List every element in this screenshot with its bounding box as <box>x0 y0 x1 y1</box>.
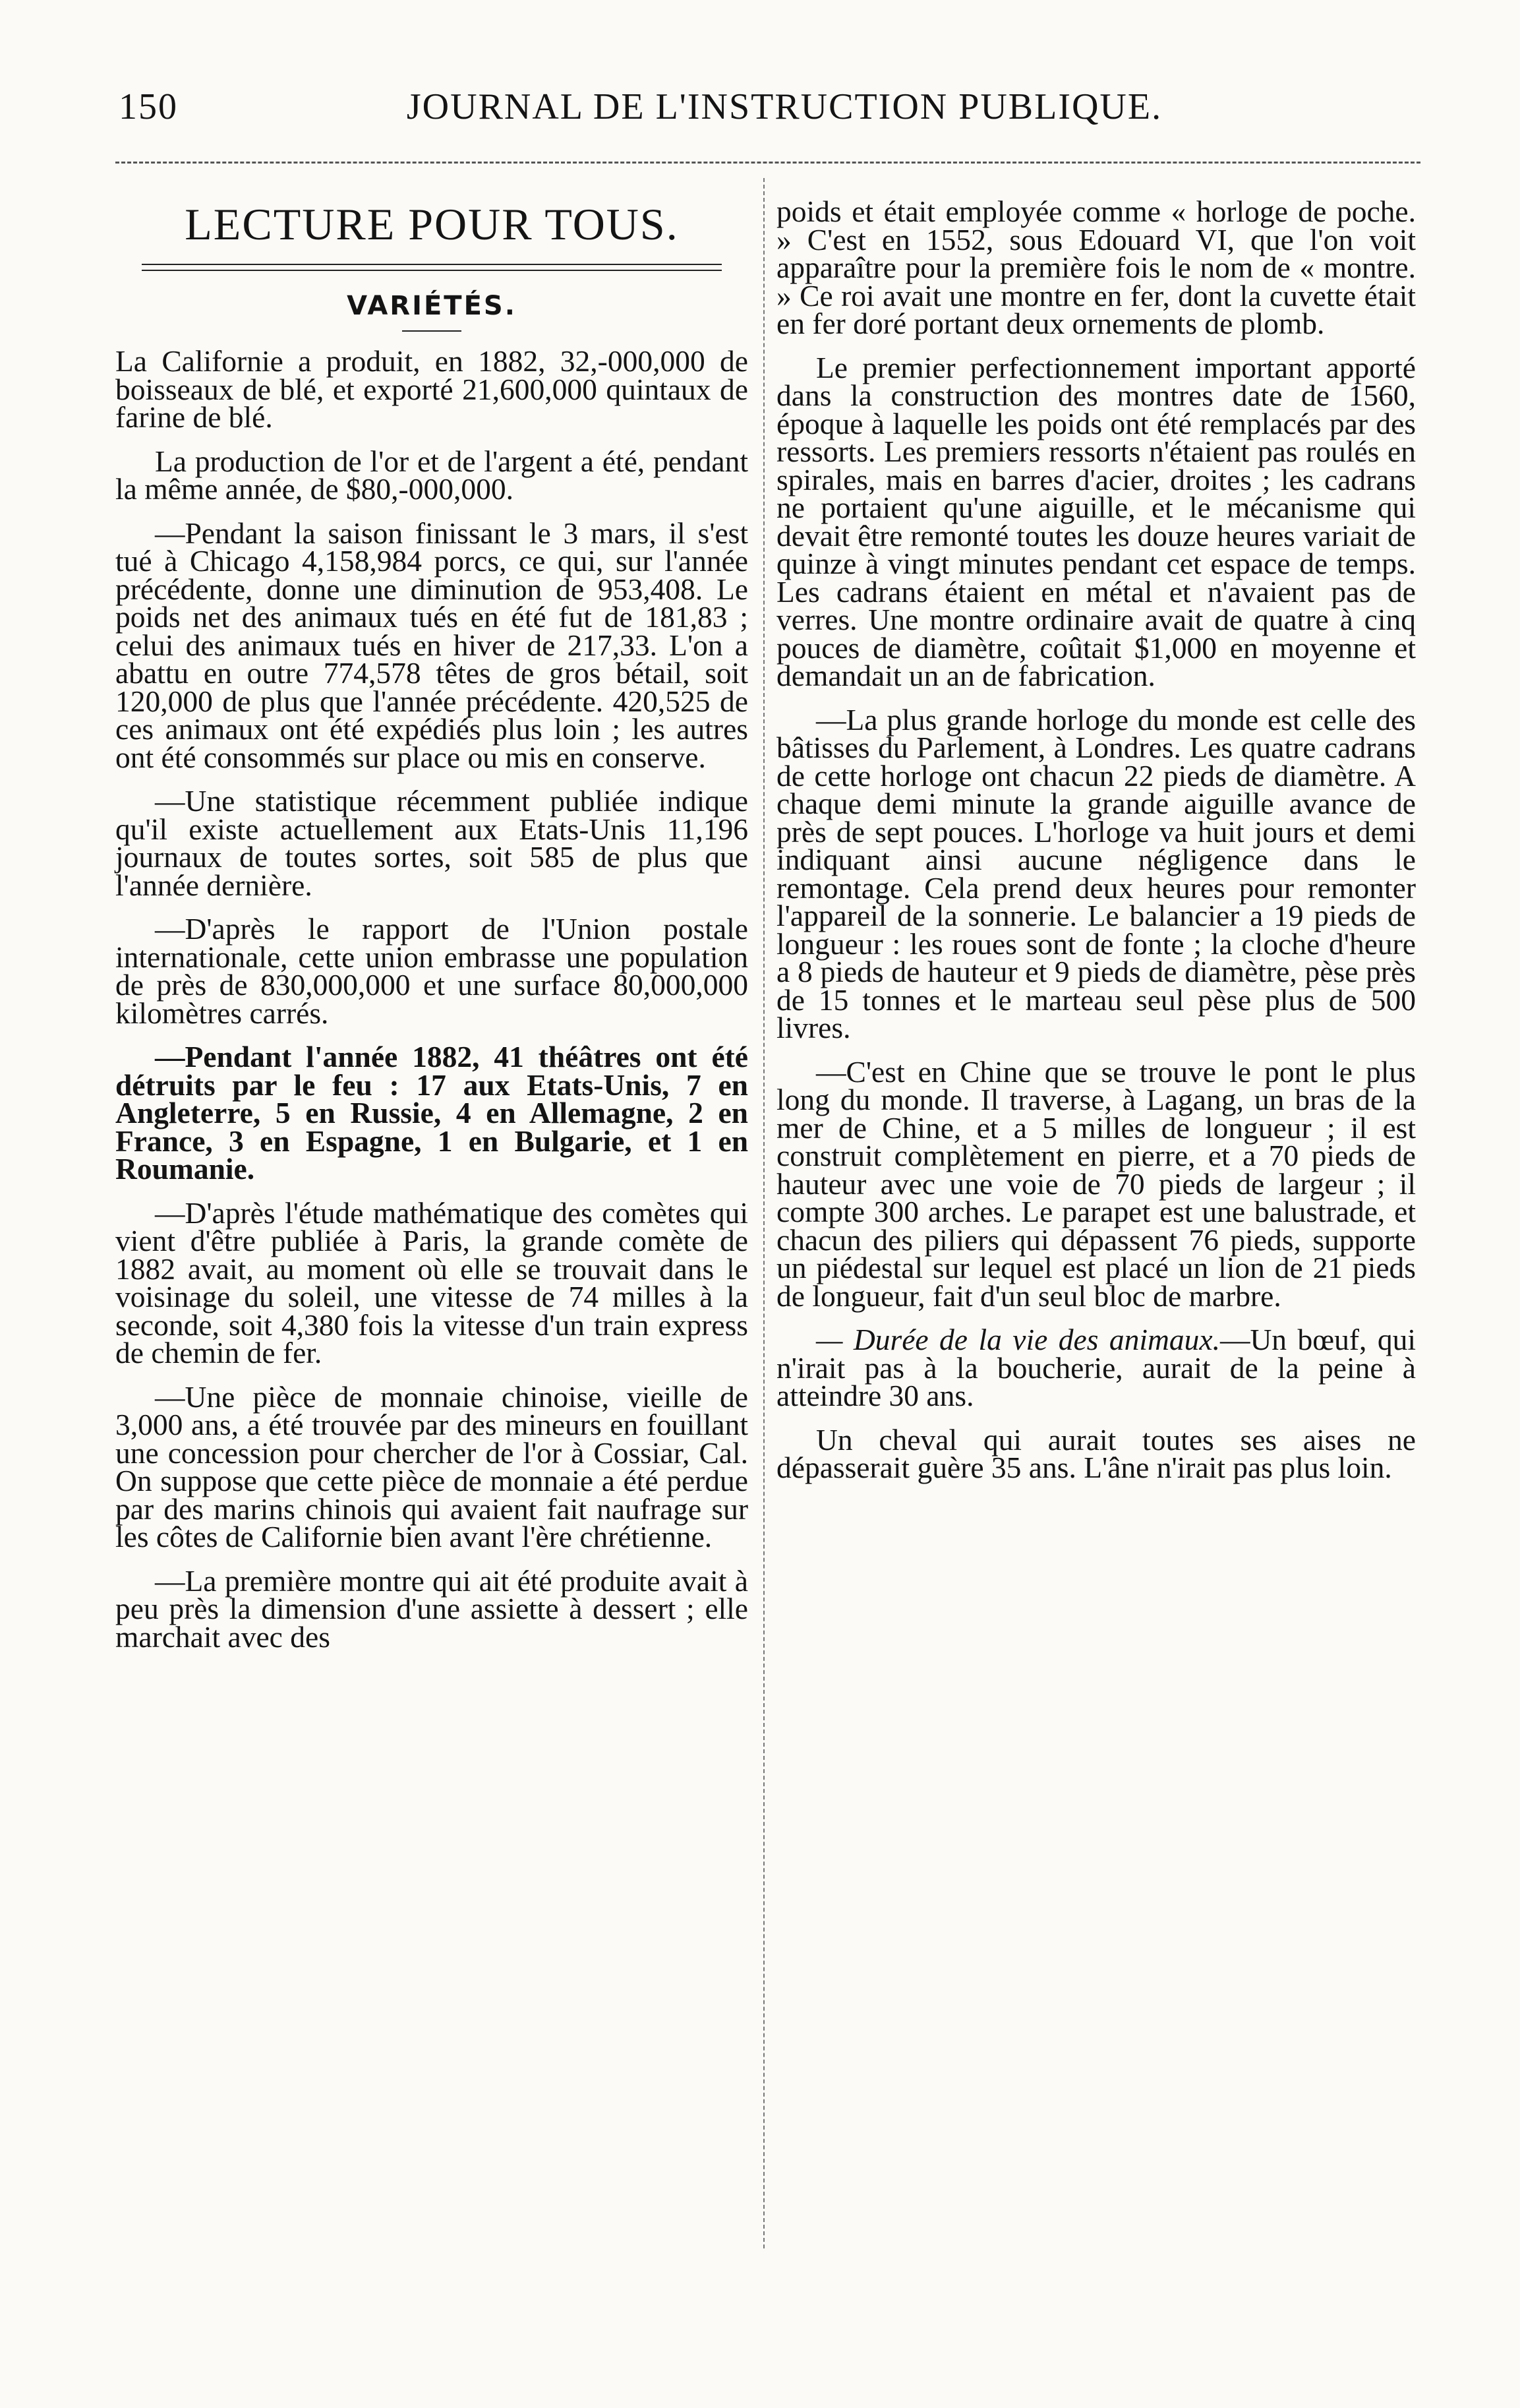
short-rule <box>402 330 461 332</box>
paragraph-chinese-bridge: —C'est en Chine que se trouve le pont le plus long du monde. Il traverse, à Lagang, un bras de la mer de Chine, et a 5 milles de longueur ; il est construit complètement en pierre, et a 70 pieds de hauteur avec une voie de 70 pieds de largeur ; il compte 300 arches. Le parapet est une balustrade, et chacun des piliers qui dépassent 76 pieds, supporte un piédestal sur lequel est placé un lion de 21 pieds de longueur, fait d'un seul bloc de marbre. <box>776 1054 1416 1313</box>
running-title: JOURNAL DE L'INSTRUCTION PUBLIQUE. <box>406 86 1163 127</box>
paragraph-chicago-pork: —Pendant la saison finissant le 3 mars, il s'est tué à Chicago 4,158,984 porcs, ce qui, sur l'année précédente, donne une diminution de 953,408. Le poids net des animaux tués en été fut de 181,83 ; celui des animaux tués en hiver de 217,33. L'on a abattu en outre 774,578 têtes de gros bétail, soit 120,000 de plus que l'année précédente. 420,525 de ces animaux ont été expédiés plus loin ; les autres ont été consommés sur place ou mis en conserve. <box>115 516 748 774</box>
paragraph-watch-improvement: Le premier perfectionnement important apporté dans la construction des montres date de 1560, époque à laquelle les poids ont été remplacés par des ressorts. Les premiers ressorts n'étaient pas roulés en spirales, mais en barres d'acier, droites ; les cadrans ne portaient qu'une aiguille, et le mécanisme qui devait être remonté toutes les douze heures variait de quinze à vingt minutes pendant cet espace de temps. Les cadrans étaient en métal et n'avaient pas de verres. Une montre ordinaire avait de quatre à cinq pouces de diamètre, coûtait $1,000 en moyenne et demandait un an de fabrication. <box>776 350 1416 692</box>
paragraph-horse: Un cheval qui aurait toutes ses aises ne dépasserait guère 35 ans. L'âne n'irait pas plus loin. <box>776 1422 1416 1484</box>
column-divider <box>763 178 765 2248</box>
right-column <box>776 195 1416 1498</box>
paragraph-gold-silver: La production de l'or et de l'argent a été, pendant la même année, de $80,-000,000. <box>115 444 748 506</box>
paragraph-california-wheat: La Californie a produit, en 1882, 32,-000,000 de boisseaux de blé, et exporté 21,600,000 quintaux de farine de blé. <box>115 344 748 434</box>
animals-heading: — Durée de la vie des animaux. <box>816 1323 1220 1356</box>
paragraph-watch-continued: poids et était employée comme « horloge de poche. » C'est en 1552, sous Edouard VI, que l'on voit apparaître pour la première fois le nom de « montre. » Ce roi avait une montre en fer, dont la cuvette était en fer doré portant deux ornements de plomb. <box>776 195 1416 340</box>
subsection-title: VARIÉTÉS. <box>347 291 517 321</box>
left-column <box>115 198 748 1667</box>
page-header <box>119 86 1411 138</box>
paragraph-first-watch: —La première montre qui ait été produite avait à peu près la dimension d'une assiette à dessert ; elle marchait avec des <box>115 1563 748 1654</box>
animals-text: —Un bœuf, qui n'irait pas à la boucherie, aurait de la peine à atteindre 30 ans. <box>776 1323 1416 1412</box>
page-number: 150 <box>119 86 178 127</box>
paragraph-chinese-coin: —Une pièce de monnaie chinoise, vieille de 3,000 ans, a été trouvée par des mineurs en fouillant une concession pour chercher de l'or à Cossiar, Cal. On suppose que cette pièce de monnaie a été perdue par des marins chinois qui avaient fait naufrage sur les côtes de Californie bien avant l'ère chrétienne. <box>115 1379 748 1553</box>
paragraph-animal-lifespan <box>776 1323 1416 1412</box>
header-rule <box>115 162 1420 164</box>
double-rule <box>142 264 722 271</box>
paragraph-big-clock: —La plus grande horloge du monde est celle des bâtisses du Parlement, à Londres. Les quatre cadrans de cette horloge ont chacun 22 pieds de diamètre. A chaque demi minute la grande aiguille avance de près de sept pouces. L'horloge va huit jours et demi indiquant ainsi aucune négligence dans le remontage. Cela prend deux heures pour remonter l'appareil de la sonnerie. Le balancier a 19 pieds de longueur : les roues sont de fonte ; la cloche d'heure a 8 pieds de hauteur et 9 pieds de diamètre, pèse près de 15 tonnes et le marteau seul pèse plus de 500 livres. <box>776 702 1416 1044</box>
paragraph-comets: —D'après l'étude mathématique des comètes qui vient d'être publiée à Paris, la grande comète de 1882 avait, au moment où elle se trouvait dans le voisinage du soleil, une vitesse de 74 milles à la seconde, soit 4,380 fois la vitesse d'un train express de chemin de fer. <box>115 1195 748 1370</box>
paragraph-theatres: —Pendant l'année 1882, 41 théâtres ont été détruits par le feu : 17 aux Etats-Unis, 7 en Angleterre, 5 en Russie, 4 en Allemagne, 2 en France, 3 en Espagne, 1 en Bulgarie, et 1 en Roumanie. <box>115 1040 748 1186</box>
paragraph-postal-union: —D'après le rapport de l'Union postale internationale, cette union embrasse une population de près de 830,000,000 et une surface 80,000,000 kilomètres carrés. <box>115 912 748 1030</box>
section-title: LECTURE POUR TOUS. <box>185 199 679 249</box>
paragraph-newspapers: —Une statistique récemment publiée indique qu'il existe actuellement aux Etats-Unis 11,196 journaux de toutes sortes, soit 585 de plus que l'année dernière. <box>115 784 748 902</box>
